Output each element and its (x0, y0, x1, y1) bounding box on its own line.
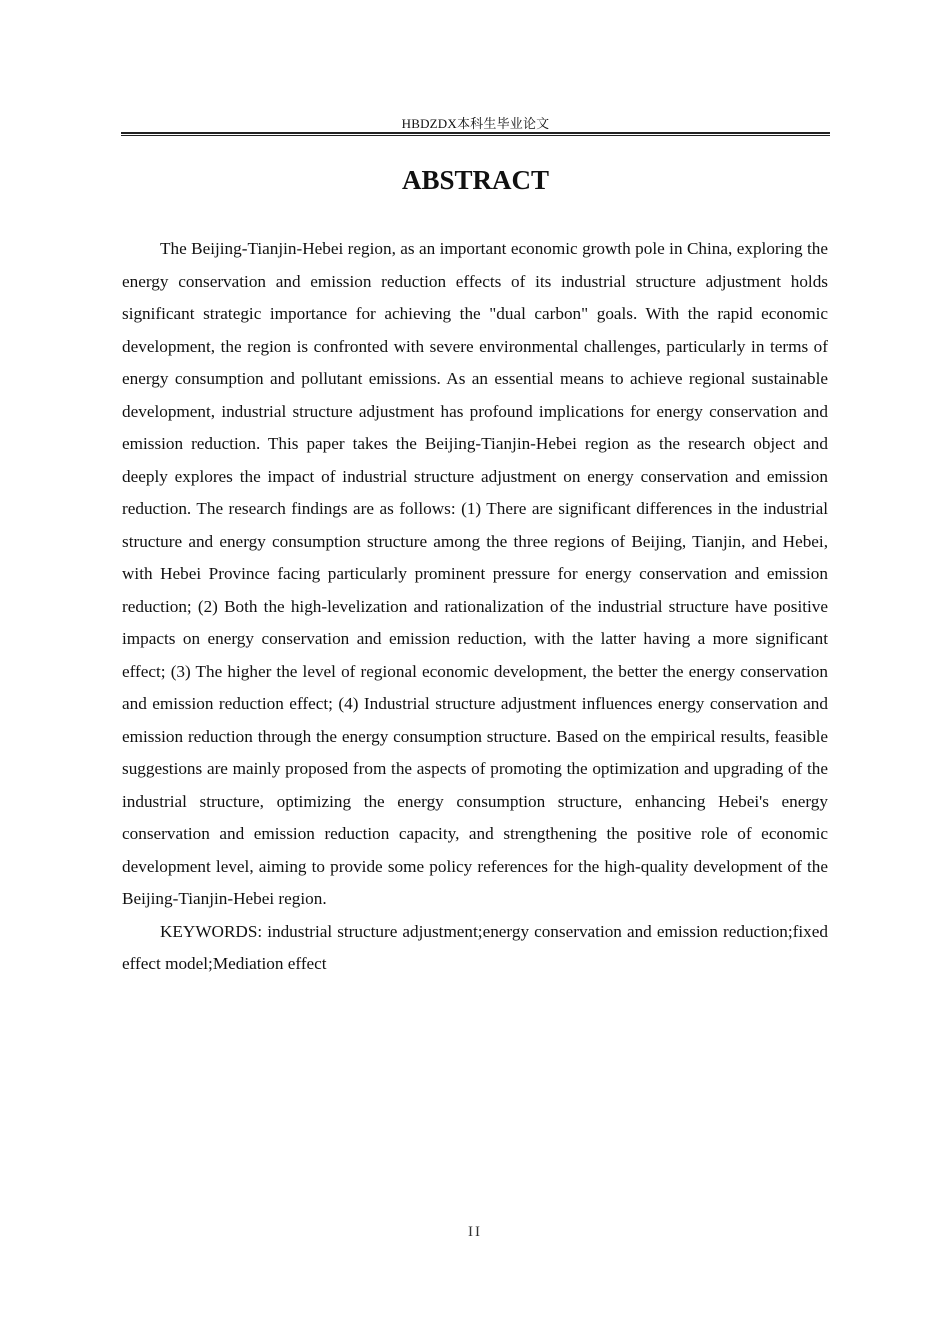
abstract-body (122, 233, 828, 981)
page-number: II (468, 1224, 482, 1240)
header-rule (121, 132, 830, 134)
keywords-paragraph: KEYWORDS: industrial structure adjustment;energy conservation and emission reduction;fixed effect model;Mediation effect (122, 921, 828, 973)
abstract-paragraph: The Beijing-Tianjin-Hebei region, as an important economic growth pole in China, exploring the energy conservation and emission reduction effects of its industrial structure adjustment holds significant strategic importance for achieving the "dual carbon" goals. With the rapid economic development, the region is confronted with severe environmental challenges, particularly in terms of energy consumption and pollutant emissions. As an essential means to achieve regional sustainable development, industrial structure adjustment has profound implications for energy conservation and emission reduction. This paper takes the Beijing-Tianjin-Hebei region as the research object and deeply explores the impact of industrial structure adjustment on energy conservation and emission reduction. The research findings are as follows: (1) There are significant differences in the industrial structure and energy consumption structure among the three regions of Beijing, Tianjin, and Hebei, with Hebei Province facing particularly prominent pressure for energy conservation and emission reduction; (2) Both the high-levelization and rationalization of the industrial structure have positive impacts on energy conservation and emission reduction, with the latter having a more significant effect; (3) The higher the level of regional economic development, the better the energy conservation and emission reduction effect; (4) Industrial structure adjustment influences energy conservation and emission reduction through the energy consumption structure. Based on the empirical results, feasible suggestions are mainly proposed from the aspects of promoting the optimization and upgrading of the industrial structure, optimizing the energy consumption structure, enhancing Hebei's energy conservation and emission reduction capacity, and strengthening the positive role of economic development level, aiming to provide some policy references for the high-quality development of the Beijing-Tianjin-Hebei region. (122, 239, 828, 908)
running-header: HBDZDX本科生毕业论文 (401, 116, 550, 131)
page-title: ABSTRACT (401, 165, 550, 195)
header-rule-thin (121, 135, 830, 136)
